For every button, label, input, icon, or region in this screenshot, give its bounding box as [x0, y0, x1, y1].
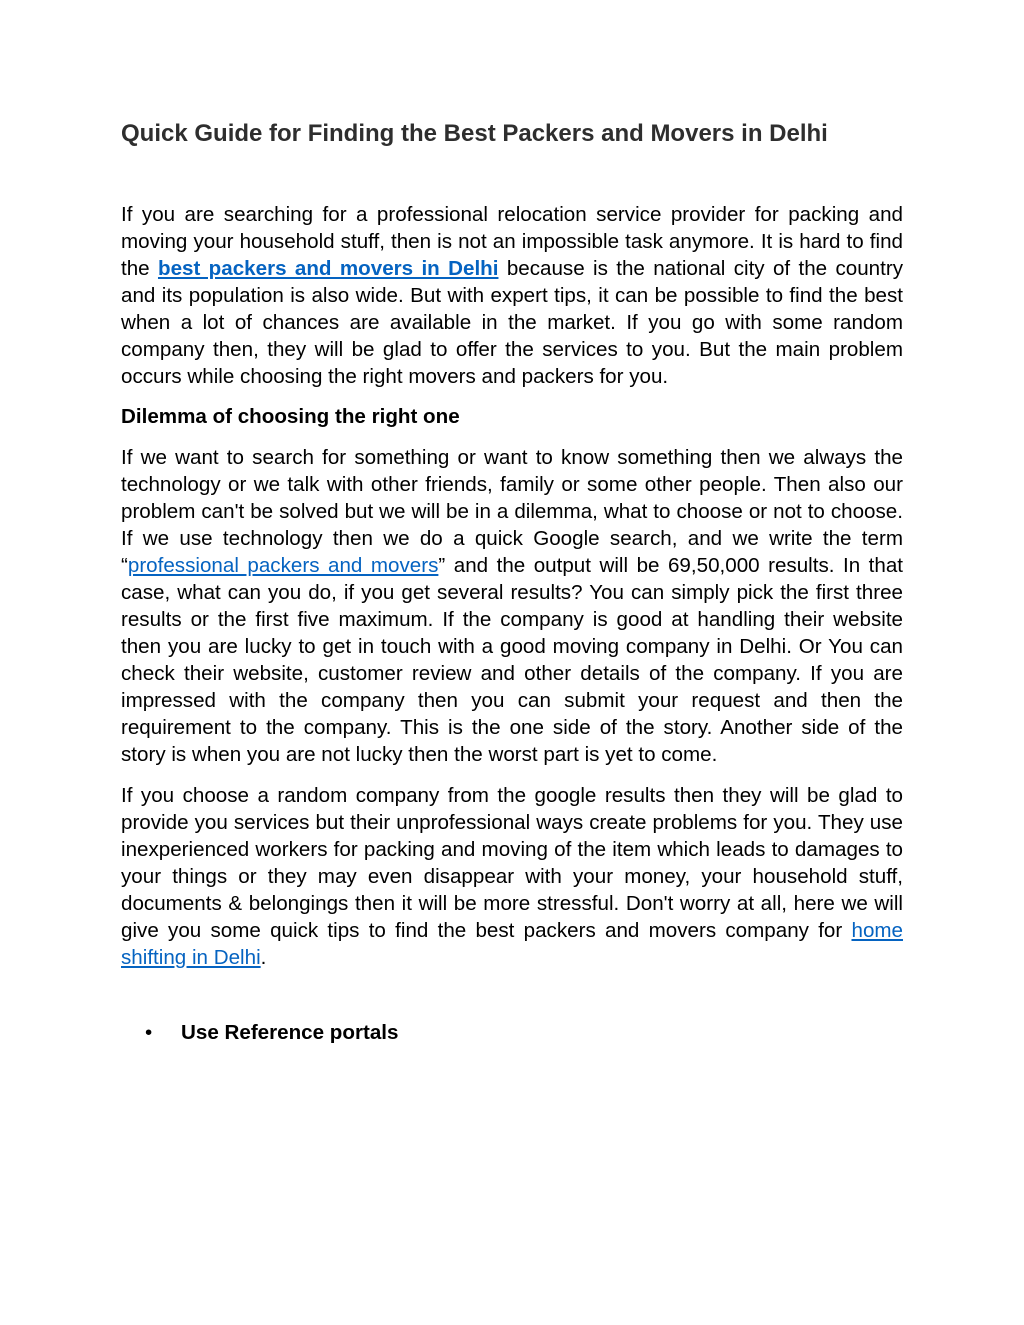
- tips-list: [121, 1019, 903, 1046]
- dilemma-text-after: ” and the output will be 69,50,000 results. In that case, what can you do, if you get several results? You can simply pick the first three results or the first five maximum. If the company is good at handling their website then you are lucky to get in touch with a good moving company in Delhi. Or You can check their website, customer review and other details of the company. If you are impressed with the company then you can submit your request and then the requirement to the company. This is the one side of the story. Another side of the story is when you are not lucky then the worst part is yet to come.: [121, 554, 903, 766]
- professional-packers-movers-link[interactable]: professional packers and movers: [127, 554, 439, 577]
- document-page: [121, 118, 903, 1046]
- best-packers-movers-delhi-link[interactable]: best packers and movers in Delhi: [157, 257, 499, 280]
- intro-paragraph: [121, 201, 903, 390]
- random-text-before: If you choose a random company from the google results then they will be glad to provide you services but their unprofessional ways create problems for you. They use inexperienced workers for packing and moving of the item which leads to damages to your things or they may even disappear with your money, your household stuff, documents & belongings then it will be more stressful. Don't worry at all, here we will give you some quick tips to find the best packers and movers company for: [121, 784, 903, 942]
- document-title: Quick Guide for Finding the Best Packers and Movers in Delhi: [121, 120, 828, 147]
- intro-text-before: If you are searching for a professional relocation service provider for packing and moving your household stuff, then is not an impossible task anymore. It is hard to find the: [121, 203, 903, 280]
- dilemma-text-before: If we want to search for something or want to know something then we always the technology or we talk with other friends, family or some other people. Then also our problem can't be solved but we will be in a dilemma, what to choose or not to choose. If we use technology then we do a quick Google search, and we write the term “: [121, 446, 903, 577]
- bullet-icon: •: [145, 1021, 153, 1044]
- list-item: [121, 1019, 903, 1046]
- random-company-paragraph: [121, 782, 903, 971]
- bullet-label: Use Reference portals: [181, 1021, 399, 1044]
- dilemma-paragraph: [121, 444, 903, 768]
- dilemma-subheading: Dilemma of choosing the right one: [121, 405, 460, 428]
- random-text-after: .: [260, 946, 267, 969]
- home-shifting-delhi-link[interactable]: home shifting in Delhi: [121, 919, 903, 969]
- intro-text-after: because is the national city of the country and its population is also wide. But with expert tips, it can be possible to find the best when a lot of chances are available in the market. If you go with some random company then, they will be glad to offer the services to you. But the main problem occurs while choosing the right movers and packers for you.: [121, 257, 903, 388]
